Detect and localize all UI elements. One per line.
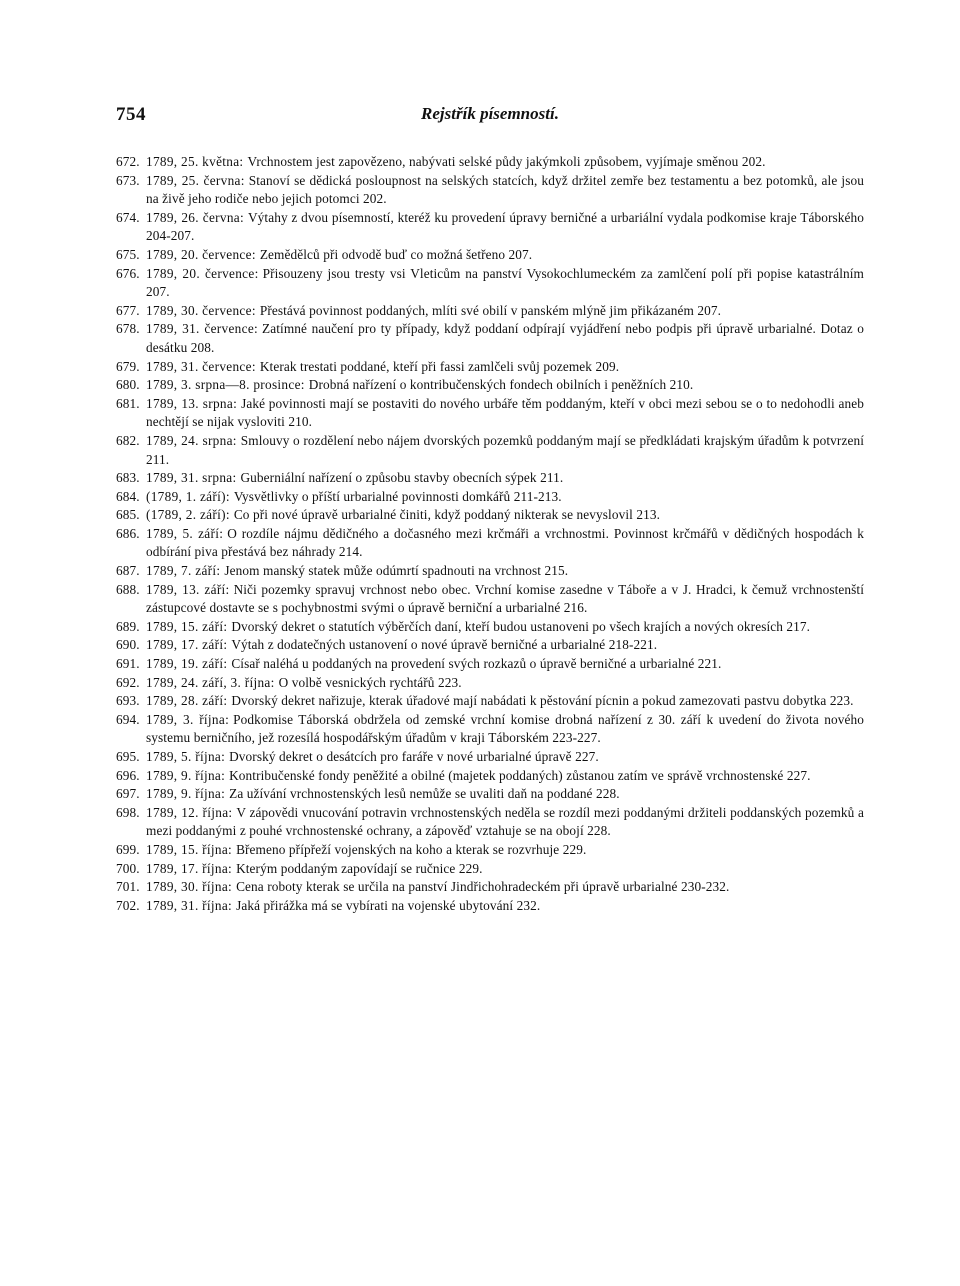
register-entry	[116, 358, 864, 377]
register-entry	[116, 804, 864, 841]
entry-number: 680.	[116, 377, 140, 393]
entry-number: 692.	[116, 674, 140, 690]
entry-date: 1789, 13. srpna:	[146, 395, 238, 411]
register-entry	[116, 767, 864, 786]
register-entry	[116, 878, 864, 897]
entry-number: 695.	[116, 749, 140, 764]
entry-date: 1789, 20. července:	[146, 246, 256, 262]
register-entry	[116, 469, 864, 488]
entry-number: 678.	[116, 321, 140, 337]
entry-date: 1789, 31. července:	[146, 321, 259, 337]
register-entry	[116, 153, 864, 172]
entry-text: Vysvětlivky o příští urbarialné povinnosti domkářů 211-213.	[233, 488, 562, 504]
register-entry	[116, 562, 864, 581]
register-entry	[116, 395, 864, 432]
register-entry	[116, 581, 864, 618]
register-entry	[116, 265, 864, 302]
register-entry	[116, 692, 864, 711]
entry-number: 691.	[116, 656, 140, 672]
entry-number: 686.	[116, 525, 140, 541]
entry-text: Smlouvy o rozdělení nebo nájem dvorských pozemků poddaným mají se předkládati krajským úřadům k potvrzení 211.	[146, 432, 864, 467]
entry-number: 688.	[116, 581, 140, 597]
entry-date: 1789, 9. října:	[146, 767, 226, 783]
entry-number: 676.	[116, 265, 140, 281]
entry-number: 673.	[116, 172, 140, 188]
entry-number: 687.	[116, 563, 140, 579]
entry-date: 1789, 25. května:	[146, 154, 244, 169]
entry-number: 698.	[116, 804, 140, 820]
entry-number: 677.	[116, 302, 140, 318]
entry-number: 693.	[116, 693, 140, 709]
page-number: 754	[116, 104, 146, 125]
register-entry	[116, 209, 864, 246]
entry-text: Přestává povinnost poddaných, mlíti své obilí v panském mlýně jim přikázaném 207.	[259, 302, 722, 318]
entry-number: 696.	[116, 767, 140, 783]
entry-number: 699.	[116, 841, 140, 857]
entry-date: 1789, 25. června:	[146, 172, 245, 188]
page-header	[116, 104, 864, 134]
entry-date: (1789, 1. září):	[146, 488, 230, 504]
register-entry	[116, 488, 864, 507]
register-entry	[116, 618, 864, 637]
entry-text: Guberniální nařízení o způsobu stavby obecních sýpek 211.	[240, 470, 564, 486]
register-entry	[116, 636, 864, 655]
entry-text: Za užívání vrchnostenských lesů nemůže se uvaliti daň na poddané 228.	[229, 786, 620, 802]
entry-date: 1789, 3. srpna—8. prosince:	[146, 377, 305, 393]
entry-text: Císař naléhá u poddaných na provedení svých rozkazů o úpravě berničné a urbarialné 221.	[231, 656, 722, 672]
register-entry	[116, 897, 864, 916]
entry-date: 1789, 5. září:	[146, 525, 224, 541]
entry-number: 689.	[116, 618, 140, 634]
register-entry	[116, 525, 864, 562]
entry-text: Co při nové úpravě urbarialné činiti, když poddaný nikterak se nevyslovil 213.	[233, 507, 661, 523]
entry-text: Niči pozemky spravuj vrchnost nebo obec. Vrchní komise zasedne v Táboře a v J. Hradci, k čemuž vrchnostenští zástupcové dostavte se s pochybnostmi svými o úpravě berniční a urbarialné 216.	[146, 581, 865, 616]
entry-number: 683.	[116, 470, 140, 486]
entry-date: 1789, 31. července:	[146, 358, 256, 374]
entry-text: Přisouzeny jsou tresty vsi Vleticům na panství Vysokochlumeckém za zamlčení polí při popise katastrálním 207.	[146, 265, 864, 300]
entry-text: Dvorský dekret o desátcích pro faráře v nové urbarialné úpravě 227.	[229, 749, 599, 764]
entry-text: Jaká přirážka má se vybírati na vojenské ubytování 232.	[236, 897, 541, 913]
entry-number: 672.	[116, 154, 140, 169]
entry-date: 1789, 12. října:	[146, 804, 233, 820]
entry-number: 682.	[116, 432, 140, 448]
entry-date: 1789, 15. září:	[146, 618, 228, 634]
entry-date: 1789, 15. října:	[146, 841, 233, 857]
register-entry	[116, 506, 864, 525]
register-entry	[116, 302, 864, 321]
entry-text: Zatímné naučení pro ty případy, když poddaní odpírají vyjádření nebo podpis při úpravě urbarialné. Dotaz o desátku 208.	[146, 321, 864, 355]
entry-text: Cena roboty kterak se určila na panství Jindřichohradeckém při úpravě urbarialné 230-232.	[236, 879, 730, 895]
register-entry	[116, 246, 864, 265]
entry-date: 1789, 24. září, 3. října:	[146, 674, 275, 690]
entry-date: 1789, 13. září:	[146, 581, 230, 597]
entry-text: V zápovědi vnucování potravin vrchnostenských neděla se rozdíl mezi poddanými držiteli poddanských pozemků a mezi poddanými z pouhé vrchnostenské ochrany, a zápověď vztahuje se na obojí 228.	[146, 804, 864, 839]
register-entry	[116, 860, 864, 879]
entry-text: Vrchnostem jest zapovězeno, nabývati selské půdy jakýmkoli způsobem, vyjímaje směnou 202.	[247, 154, 766, 169]
running-title: Rejstřík písemností.	[421, 104, 559, 123]
entry-date: 1789, 7. září:	[146, 563, 221, 579]
entry-text: O rozdíle nájmu dědičného a dočasného mezi krčmáři a vrchnostmi. Povinnost krčmářů v dědičných hospodách k odbírání piva přestává bez náhrady 214.	[146, 525, 865, 560]
entry-text: Jenom manský statek může odúmrtí spadnouti na vrchnost 215.	[224, 563, 569, 579]
entry-number: 702.	[116, 897, 140, 913]
entry-date: 1789, 19. září:	[146, 656, 228, 672]
entry-number: 674.	[116, 209, 140, 225]
entry-text: Kterak trestati poddané, kteří při fassi zamlčeli svůj pozemek 209.	[259, 358, 620, 374]
entry-number: 700.	[116, 860, 140, 876]
entry-text: Dvorský dekret nařizuje, kterak úřadové mají nabádati k pěstování pícnin a pokud zamezovati pastvu dobytka 223.	[231, 693, 854, 709]
entry-number: 697.	[116, 786, 140, 802]
entry-number: 675.	[116, 246, 140, 262]
entry-number: 690.	[116, 637, 140, 653]
register-entry	[116, 655, 864, 674]
register-entry	[116, 748, 864, 767]
entry-date: 1789, 5. října:	[146, 749, 226, 764]
entry-text: Dvorský dekret o statutích výběrčích daní, kteří budou ustanoveni po všech krajích a nových okresích 217.	[231, 618, 811, 634]
entry-date: (1789, 2. září):	[146, 507, 230, 523]
entry-date: 1789, 26. června:	[146, 209, 244, 225]
entry-number: 684.	[116, 488, 140, 504]
entry-text: O volbě vesnických rychtářů 223.	[278, 674, 462, 690]
entry-date: 1789, 3. října:	[146, 711, 230, 727]
register-entry	[116, 674, 864, 693]
entry-text: Podkomise Táborská obdržela od zemské vrchní komise drobná nařízení z 30. září k uvedení do života nového systemu berničního, jež rozesílá hospodářským úřadům v kraji Táborském 223-227.	[146, 711, 864, 746]
register-entry	[116, 172, 864, 209]
register-entry	[116, 841, 864, 860]
entry-date: 1789, 31. srpna:	[146, 470, 237, 486]
register-entry	[116, 711, 864, 748]
entry-date: 1789, 24. srpna:	[146, 432, 237, 448]
register-entry	[116, 432, 864, 469]
entry-text: Kterým poddaným zapovídají se ručnice 229.	[236, 860, 483, 876]
entry-number: 679.	[116, 358, 140, 374]
entry-date: 1789, 30. července:	[146, 302, 256, 318]
entry-text: Stanoví se dědická posloupnost na selských statcích, když držitel zemře bez testamentu a bez potomků, ale jsou na živě jeho rodiče nebo jejich potomci 202.	[146, 172, 864, 207]
entry-date: 1789, 17. září:	[146, 637, 228, 653]
entry-date: 1789, 17. října:	[146, 860, 233, 876]
entry-number: 694.	[116, 711, 140, 727]
entry-text: Výtahy z dvou písemností, kteréž ku provedení úpravy berničné a urbariální vydala podkomise kraje Táborského 204-207.	[146, 209, 864, 244]
entry-text: Jaké povinnosti mají se postaviti do nového urbáře těm poddaným, kteří v obci mezi sebou se o to nedohodli aneb nechtějí se nijak vysloviti 210.	[146, 395, 864, 430]
register-entry	[116, 376, 864, 395]
register-entry	[116, 785, 864, 804]
entry-text: Kontribučenské fondy peněžité a obilné (majetek poddaných) zůstanou zatím ve správě vrchnostenské 227.	[229, 767, 811, 783]
entry-date: 1789, 28. září:	[146, 693, 228, 709]
entry-number: 685.	[116, 507, 140, 523]
entry-date: 1789, 30. října:	[146, 879, 233, 895]
register-entry	[116, 320, 864, 357]
entry-date: 1789, 9. října:	[146, 786, 226, 802]
register-entries	[116, 153, 864, 915]
entry-text: Břemeno přípřeží vojenských na koho a kterak se rozvrhuje 229.	[236, 841, 587, 857]
entry-text: Výtah z dodatečných ustanovení o nové úpravě berničné a urbarialné 218-221.	[231, 637, 658, 653]
entry-text: Zemědělců při odvodě buď co možná šetřeno 207.	[259, 246, 533, 262]
entry-text: Drobná nařízení o kontribučenských fondech obilních i peněžních 210.	[308, 377, 694, 393]
entry-date: 1789, 20. července:	[146, 265, 259, 281]
entry-number: 701.	[116, 879, 140, 895]
entry-date: 1789, 31. října:	[146, 897, 233, 913]
entry-number: 681.	[116, 395, 140, 411]
